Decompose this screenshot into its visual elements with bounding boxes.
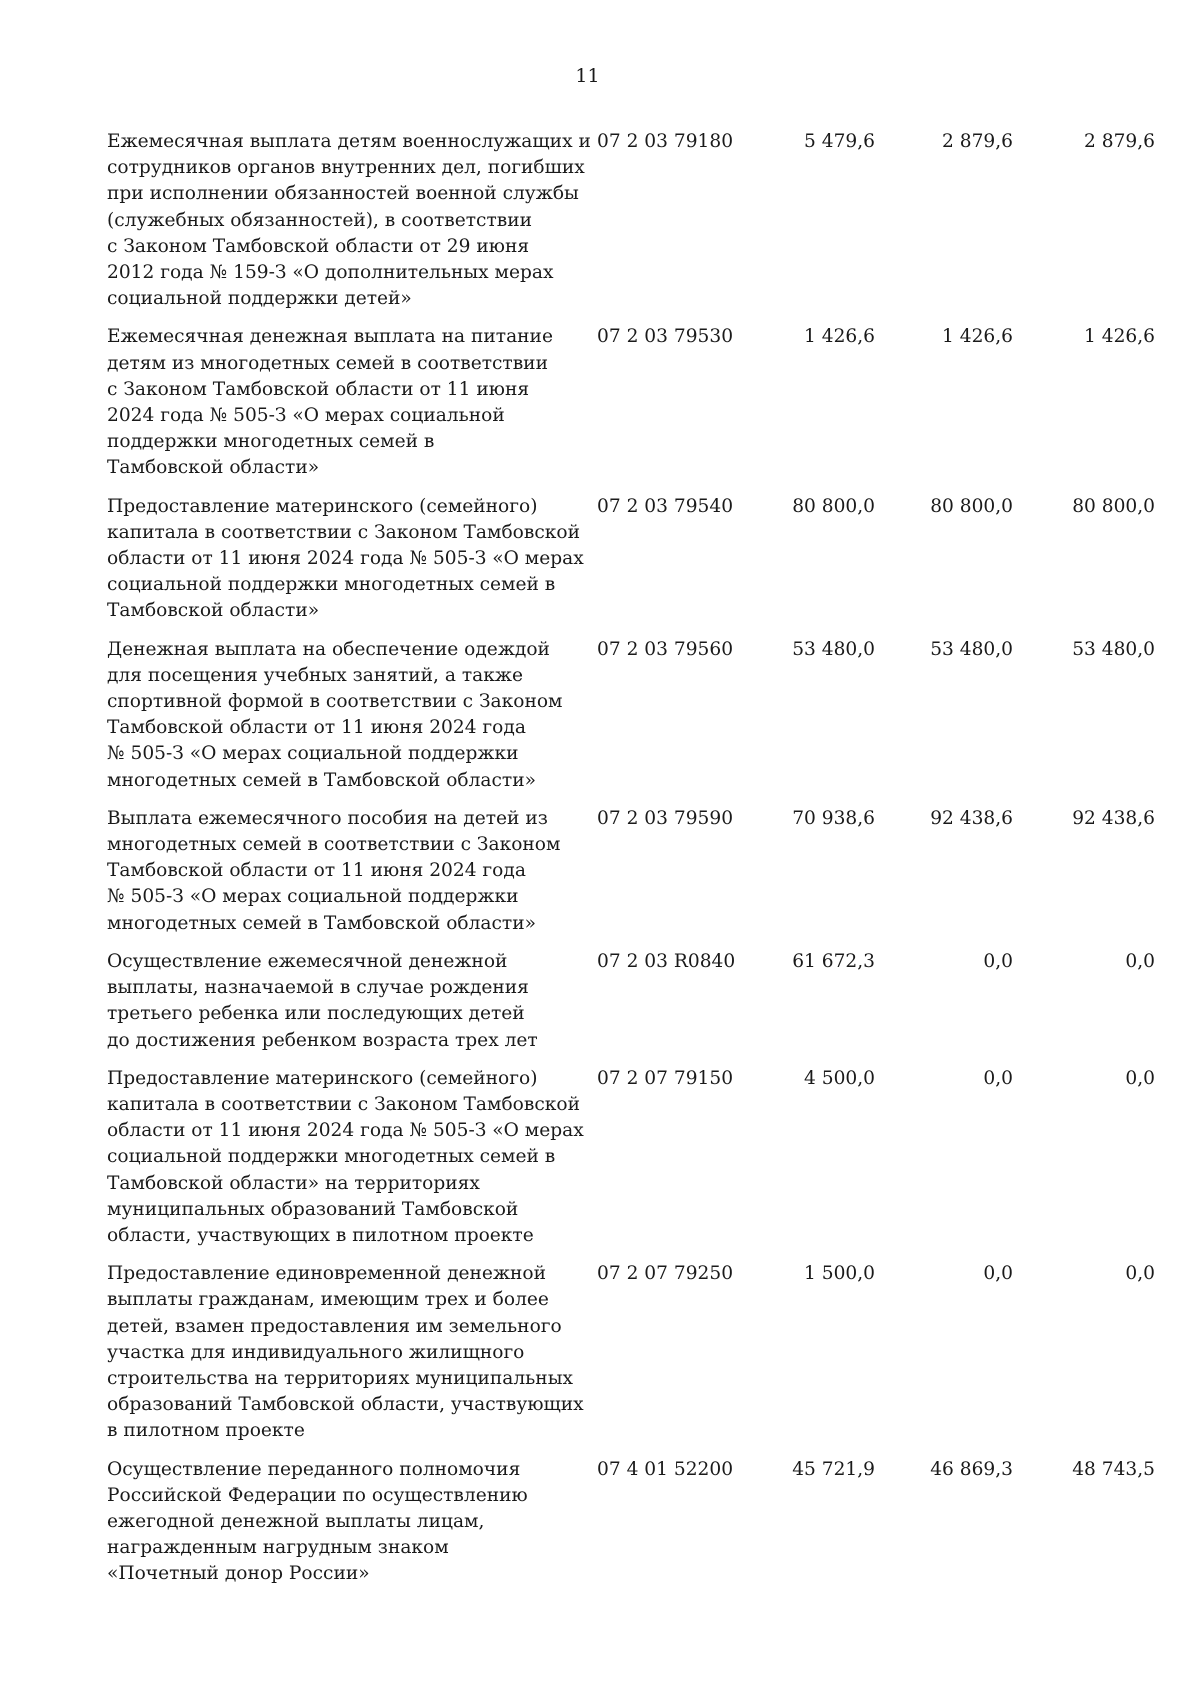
budget-table [107, 129, 1175, 1600]
description-line: поддержки многодетных семей в [107, 431, 435, 453]
amount-year-2: 80 800,0 [930, 495, 1013, 517]
amount-year-2: 53 480,0 [930, 638, 1013, 660]
description-line: третьего ребенка или последующих детей [107, 1003, 525, 1025]
description-line: области от 11 июня 2024 года № 505-З «О мерах [107, 1120, 584, 1142]
amount-year-2: 2 879,6 [942, 131, 1013, 152]
row-description [107, 1261, 589, 1444]
description-line: строительства на территориях муниципальных [107, 1367, 573, 1389]
table-row [107, 1066, 1175, 1249]
description-line: Осуществление ежемесячной денежной [107, 950, 508, 972]
description-line: (служебных обязанностей), в соответствии [107, 209, 532, 231]
table-row [107, 1457, 1175, 1588]
amount-year-1: 61 672,3 [792, 950, 875, 972]
table-row [107, 494, 1175, 625]
description-line: при исполнении обязанностей военной службы [107, 183, 579, 205]
budget-code: 07 2 07 79150 [597, 1067, 734, 1089]
budget-code: 07 2 03 79180 [597, 131, 734, 152]
description-line: Предоставление материнского (семейного) [107, 1067, 538, 1089]
amount-year-1: 53 480,0 [792, 638, 875, 660]
description-line: с Законом Тамбовской области от 11 июня [107, 378, 530, 400]
amount-year-1: 5 479,6 [804, 131, 875, 152]
budget-code: 07 2 03 79540 [597, 495, 734, 517]
page-number: 11 [575, 65, 600, 87]
description-line: социальной поддержки детей» [107, 288, 412, 310]
amount-year-2: 46 869,3 [930, 1458, 1013, 1480]
description-line: Тамбовской области от 11 июня 2024 года [107, 717, 526, 739]
table-row [107, 637, 1175, 794]
row-description [107, 949, 589, 1054]
description-line: награжденным нагрудным знаком [107, 1537, 449, 1559]
description-line: Ежемесячная выплата детям военнослужащих и [107, 131, 591, 152]
table-row [107, 324, 1175, 481]
description-line: в пилотном проекте [107, 1420, 305, 1442]
amount-year-3: 2 879,6 [1084, 131, 1155, 152]
description-line: Предоставление единовременной денежной [107, 1263, 547, 1285]
description-line: социальной поддержки многодетных семей в [107, 1146, 556, 1168]
amount-year-3: 53 480,0 [1072, 638, 1155, 660]
amount-year-1: 1 500,0 [804, 1263, 875, 1285]
budget-code: 07 2 03 79560 [597, 638, 734, 660]
amount-year-3: 0,0 [1125, 1067, 1155, 1089]
amount-year-3: 0,0 [1125, 1263, 1155, 1285]
description-line: социальной поддержки многодетных семей в [107, 574, 556, 596]
description-line: Тамбовской области» на территориях [107, 1172, 480, 1194]
description-line: Российской Федерации по осуществлению [107, 1484, 528, 1506]
budget-code: 07 2 03 R0840 [597, 950, 736, 972]
amount-year-3: 48 743,5 [1072, 1458, 1155, 1480]
description-line: Тамбовской области» [107, 457, 320, 479]
amount-year-2: 0,0 [983, 1263, 1013, 1285]
row-description [107, 494, 589, 625]
description-line: сотрудников органов внутренних дел, погибших [107, 157, 585, 179]
description-line: капитала в соответствии с Законом Тамбовской [107, 521, 580, 543]
description-line: Выплата ежемесячного пособия на детей из [107, 807, 548, 829]
description-line: с Законом Тамбовской области от 29 июня [107, 235, 530, 257]
row-description [107, 324, 589, 481]
description-line: участка для индивидуального жилищного [107, 1341, 525, 1363]
description-line: Осуществление переданного полномочия [107, 1458, 521, 1480]
amount-year-1: 45 721,9 [792, 1458, 875, 1480]
description-line: капитала в соответствии с Законом Тамбовской [107, 1093, 580, 1115]
description-line: Тамбовской области» [107, 600, 320, 622]
description-line: муниципальных образований Тамбовской [107, 1198, 519, 1220]
budget-code: 07 4 01 52200 [597, 1458, 734, 1480]
row-description [107, 1457, 589, 1588]
budget-code: 07 2 03 79590 [597, 807, 734, 829]
description-line: выплаты гражданам, имеющим трех и более [107, 1289, 549, 1311]
description-line: спортивной формой в соответствии с Законом [107, 691, 563, 713]
table-row [107, 1261, 1175, 1444]
description-line: многодетных семей в соответствии с Законом [107, 834, 561, 856]
description-line: области, участвующих в пилотном проекте [107, 1224, 534, 1246]
amount-year-3: 80 800,0 [1072, 495, 1155, 517]
amount-year-2: 92 438,6 [930, 807, 1013, 829]
amount-year-3: 0,0 [1125, 950, 1155, 972]
description-line: «Почетный донор России» [107, 1563, 370, 1585]
description-line: 2012 года № 159-З «О дополнительных мерах [107, 262, 554, 284]
description-line: образований Тамбовской области, участвующих [107, 1394, 584, 1416]
description-line: до достижения ребенком возраста трех лет [107, 1029, 538, 1051]
description-line: многодетных семей в Тамбовской области» [107, 769, 536, 791]
description-line: Денежная выплата на обеспечение одеждой [107, 638, 550, 660]
table-row [107, 806, 1175, 937]
amount-year-3: 1 426,6 [1084, 326, 1155, 348]
description-line: Ежемесячная денежная выплата на питание [107, 326, 553, 348]
budget-code: 07 2 07 79250 [597, 1263, 734, 1285]
amount-year-1: 4 500,0 [804, 1067, 875, 1089]
table-row [107, 949, 1175, 1054]
row-description [107, 637, 589, 794]
row-description [107, 1066, 589, 1249]
description-line: Предоставление материнского (семейного) [107, 495, 538, 517]
description-line: для посещения учебных занятий, а также [107, 664, 523, 686]
budget-code: 07 2 03 79530 [597, 326, 734, 348]
description-line: детей, взамен предоставления им земельного [107, 1315, 562, 1337]
description-line: многодетных семей в Тамбовской области» [107, 912, 536, 934]
amount-year-2: 0,0 [983, 1067, 1013, 1089]
description-line: Тамбовской области от 11 июня 2024 года [107, 860, 526, 882]
description-line: выплаты, назначаемой в случае рождения [107, 977, 529, 999]
row-description [107, 806, 589, 937]
amount-year-1: 80 800,0 [792, 495, 875, 517]
description-line: 2024 года № 505-З «О мерах социальной [107, 405, 505, 427]
row-description [107, 129, 589, 312]
description-line: области от 11 июня 2024 года № 505-З «О мерах [107, 548, 584, 570]
description-line: № 505-З «О мерах социальной поддержки [107, 886, 519, 908]
table-row [107, 129, 1175, 312]
amount-year-1: 70 938,6 [792, 807, 875, 829]
amount-year-1: 1 426,6 [804, 326, 875, 348]
amount-year-3: 92 438,6 [1072, 807, 1155, 829]
amount-year-2: 0,0 [983, 950, 1013, 972]
description-line: ежегодной денежной выплаты лицам, [107, 1510, 485, 1532]
description-line: детям из многодетных семей в соответствии [107, 352, 548, 374]
amount-year-2: 1 426,6 [942, 326, 1013, 348]
description-line: № 505-З «О мерах социальной поддержки [107, 743, 519, 765]
